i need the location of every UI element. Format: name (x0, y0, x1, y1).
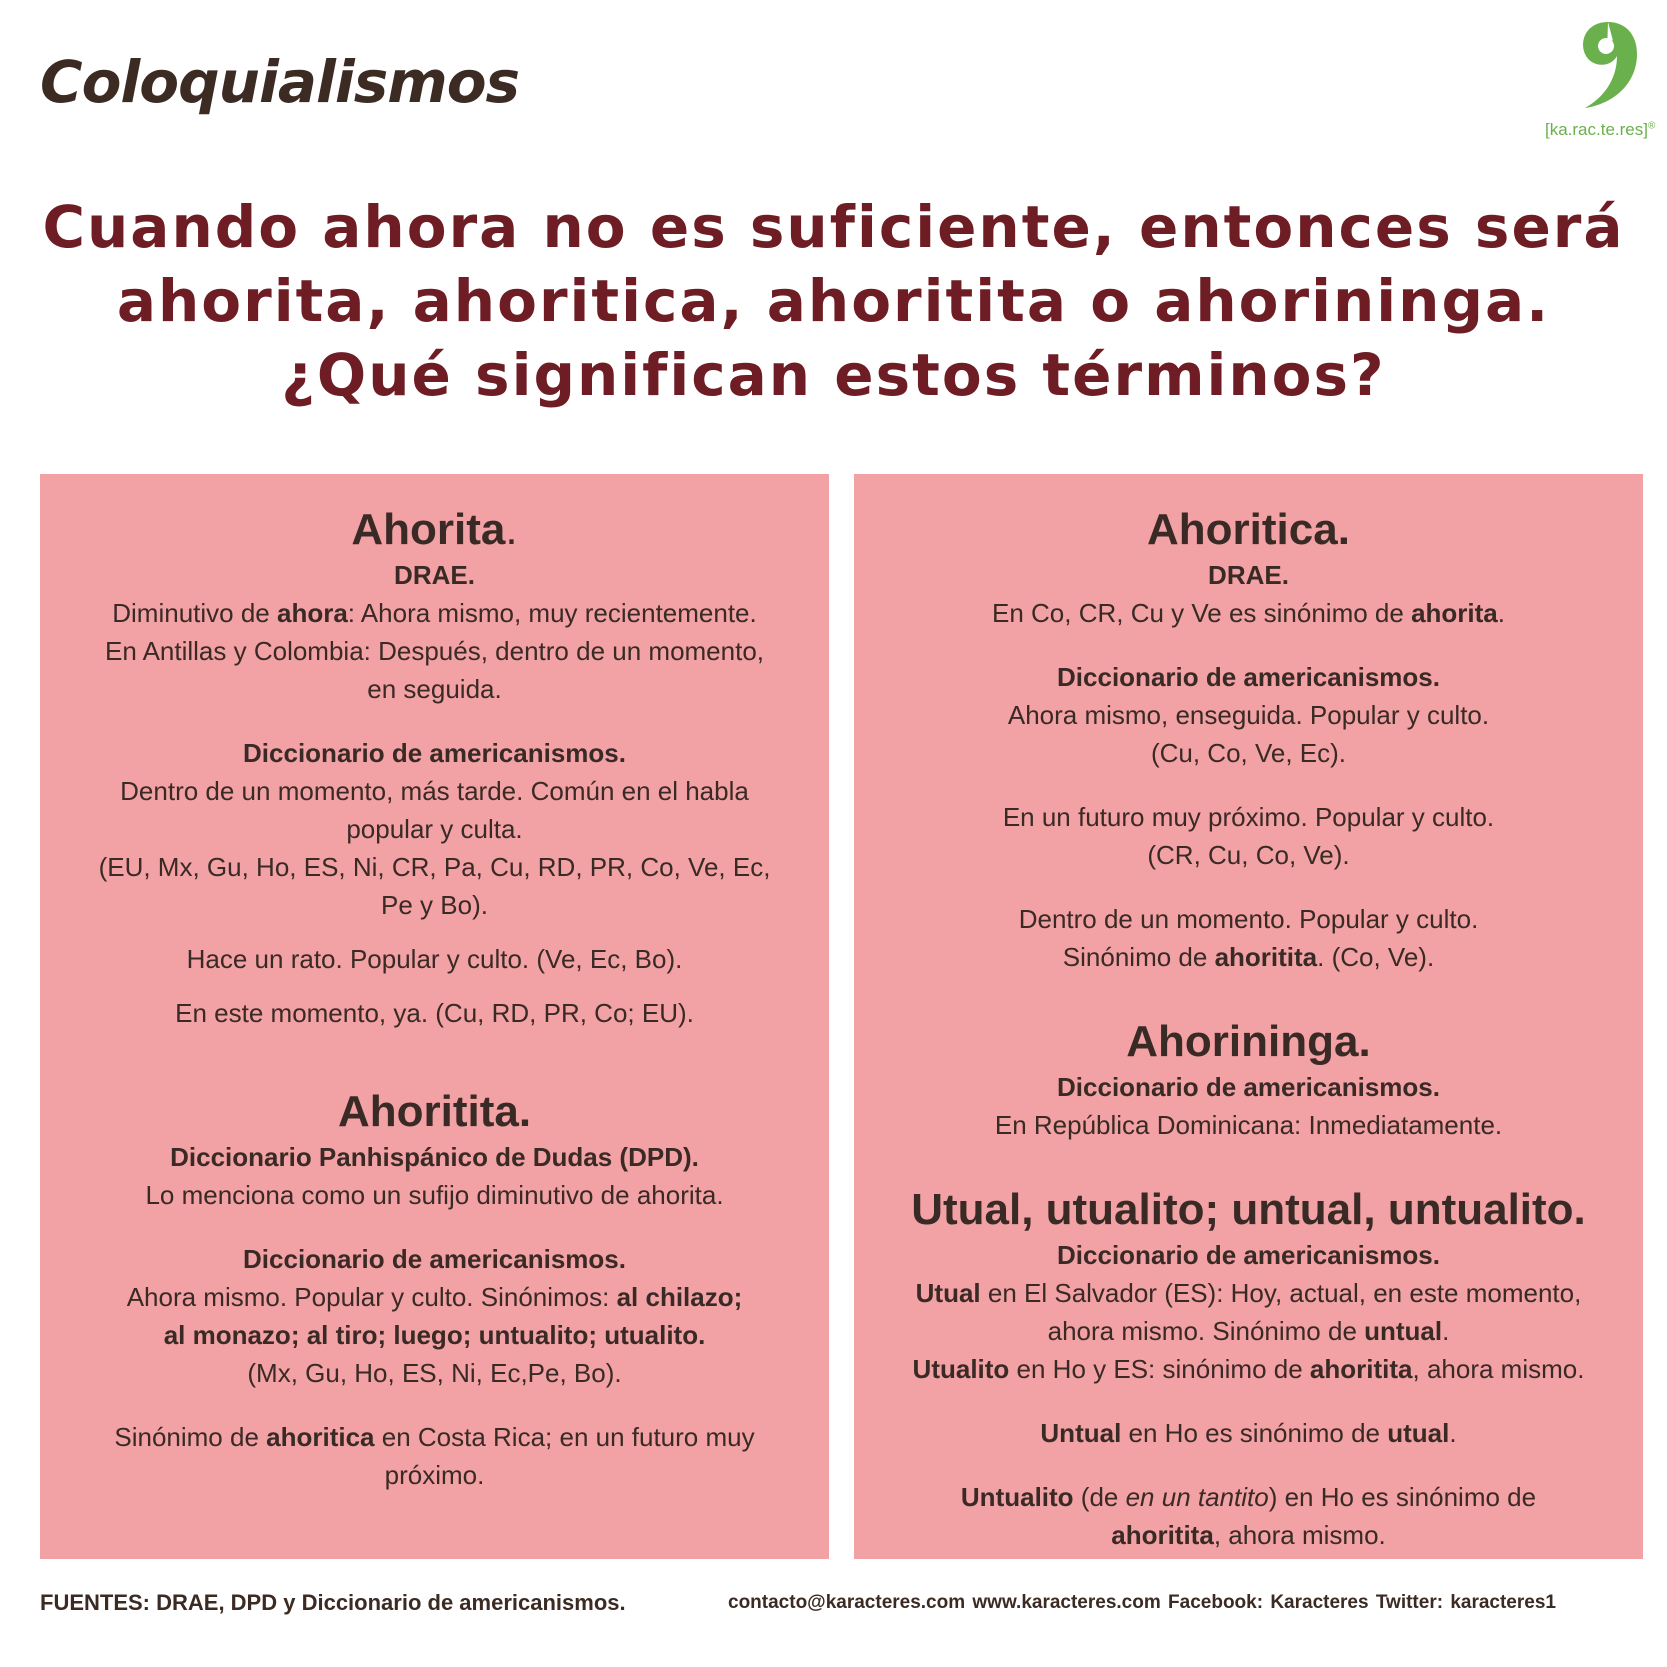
definition-text: (EU, Mx, Gu, Ho, ES, Ni, CR, Pa, Cu, RD, PR, Co, Ve, Ec, (98, 852, 771, 882)
karacteres-logo-icon (1573, 18, 1643, 114)
definition-text: Sinónimo de ahoritica en Costa Rica; en un futuro muy (114, 1422, 755, 1452)
definition-text: En Co, CR, Cu y Ve es sinónimo de ahorita. (991, 598, 1505, 628)
definition-text: Diminutivo de ahora: Ahora mismo, muy recientemente. (112, 598, 757, 628)
definition-text: Lo menciona como un sufijo diminutivo de ahorita. (145, 1180, 724, 1210)
definition-text: ahora mismo. Sinónimo de untual. (1047, 1316, 1450, 1346)
definition-text: Ahora mismo. Popular y culto. Sinónimos: al chilazo; (126, 1282, 743, 1312)
definition-text: Dentro de un momento. Popular y culto. (1018, 904, 1479, 934)
definition-text: al monazo; al tiro; luego; untualito; utualito. (163, 1320, 706, 1350)
definition-text: Ahora mismo, enseguida. Popular y culto. (1007, 700, 1490, 730)
definition-text: Pe y Bo). (381, 890, 488, 920)
source-label: Diccionario de americanismos. (243, 1244, 626, 1274)
definition-text: Utualito en Ho y ES: sinónimo de ahoritita, ahora mismo. (912, 1354, 1585, 1384)
term-heading-ahoritita: Ahoritita. (337, 1087, 532, 1136)
headline (0, 190, 1667, 412)
source-label: Diccionario Panhispánico de Dudas (DPD). (170, 1142, 699, 1172)
definition-text: Untualito (de en un tantito) en Ho es sinónimo de (960, 1482, 1537, 1512)
definition-text: Hace un rato. Popular y culto. (Ve, Ec, Bo). (186, 944, 683, 974)
logo-text: [ka.rac.te.res]® (1545, 120, 1656, 139)
definition-text: popular y culta. (346, 814, 523, 844)
right-panel (854, 474, 1643, 1559)
source-label: Diccionario de americanismos. (1057, 1072, 1440, 1102)
definition-text: Utual en El Salvador (ES): Hoy, actual, en este momento, (915, 1278, 1582, 1308)
definition-text: próximo. (384, 1460, 485, 1490)
definition-text: En este momento, ya. (Cu, RD, PR, Co; EU). (175, 998, 694, 1028)
source-label: DRAE. (1208, 560, 1289, 590)
definition-text: En Antillas y Colombia: Después, dentro de un momento, (104, 636, 765, 666)
source-label: DRAE. (394, 560, 475, 590)
page-title: Coloquialismos (40, 48, 520, 116)
definition-text: En un futuro muy próximo. Popular y culto. (1002, 802, 1495, 832)
definition-text: ahoritita, ahora mismo. (1111, 1520, 1386, 1550)
term-heading-utual: Utual, utualito; untual, untualito. (911, 1185, 1586, 1234)
term-heading-ahorininga: Ahorininga. (1126, 1017, 1371, 1066)
definition-text: Sinónimo de ahoritita. (Co, Ve). (1062, 942, 1435, 972)
definition-text: (CR, Cu, Co, Ve). (1147, 840, 1350, 870)
source-label: Diccionario de americanismos. (243, 738, 626, 768)
definition-text: (Mx, Gu, Ho, ES, Ni, Ec,Pe, Bo). (247, 1358, 622, 1388)
definition-text: Untual en Ho es sinónimo de utual. (1040, 1418, 1457, 1448)
definition-text: Dentro de un momento, más tarde. Común en el habla (120, 776, 749, 806)
term-heading-ahoritica: Ahoritica. (1147, 505, 1350, 554)
headline-line-3: ¿Qué significan estos términos? (281, 341, 1386, 409)
brand-logo (1545, 18, 1665, 148)
source-label: Diccionario de americanismos. (1057, 1240, 1440, 1270)
term-heading-ahorita: Ahorita. (351, 505, 518, 554)
definition-text: En República Dominicana: Inmediatamente. (994, 1110, 1503, 1140)
headline-line-2: ahorita, ahoritica, ahoritita o ahorininga. (116, 267, 1551, 335)
definition-text: (Cu, Co, Ve, Ec). (1150, 738, 1347, 768)
left-panel (40, 474, 829, 1559)
definition-text: en seguida. (367, 674, 502, 704)
headline-line-1: Cuando ahora no es suficiente, entonces será (42, 193, 1625, 261)
sources-footer: FUENTES: DRAE, DPD y Diccionario de americanismos. (40, 1590, 626, 1615)
source-label: Diccionario de americanismos. (1057, 662, 1440, 692)
contact-footer: contacto@karacteres.com www.karacteres.com Facebook: Karacteres Twitter: karacteres1 (728, 1592, 1556, 1613)
